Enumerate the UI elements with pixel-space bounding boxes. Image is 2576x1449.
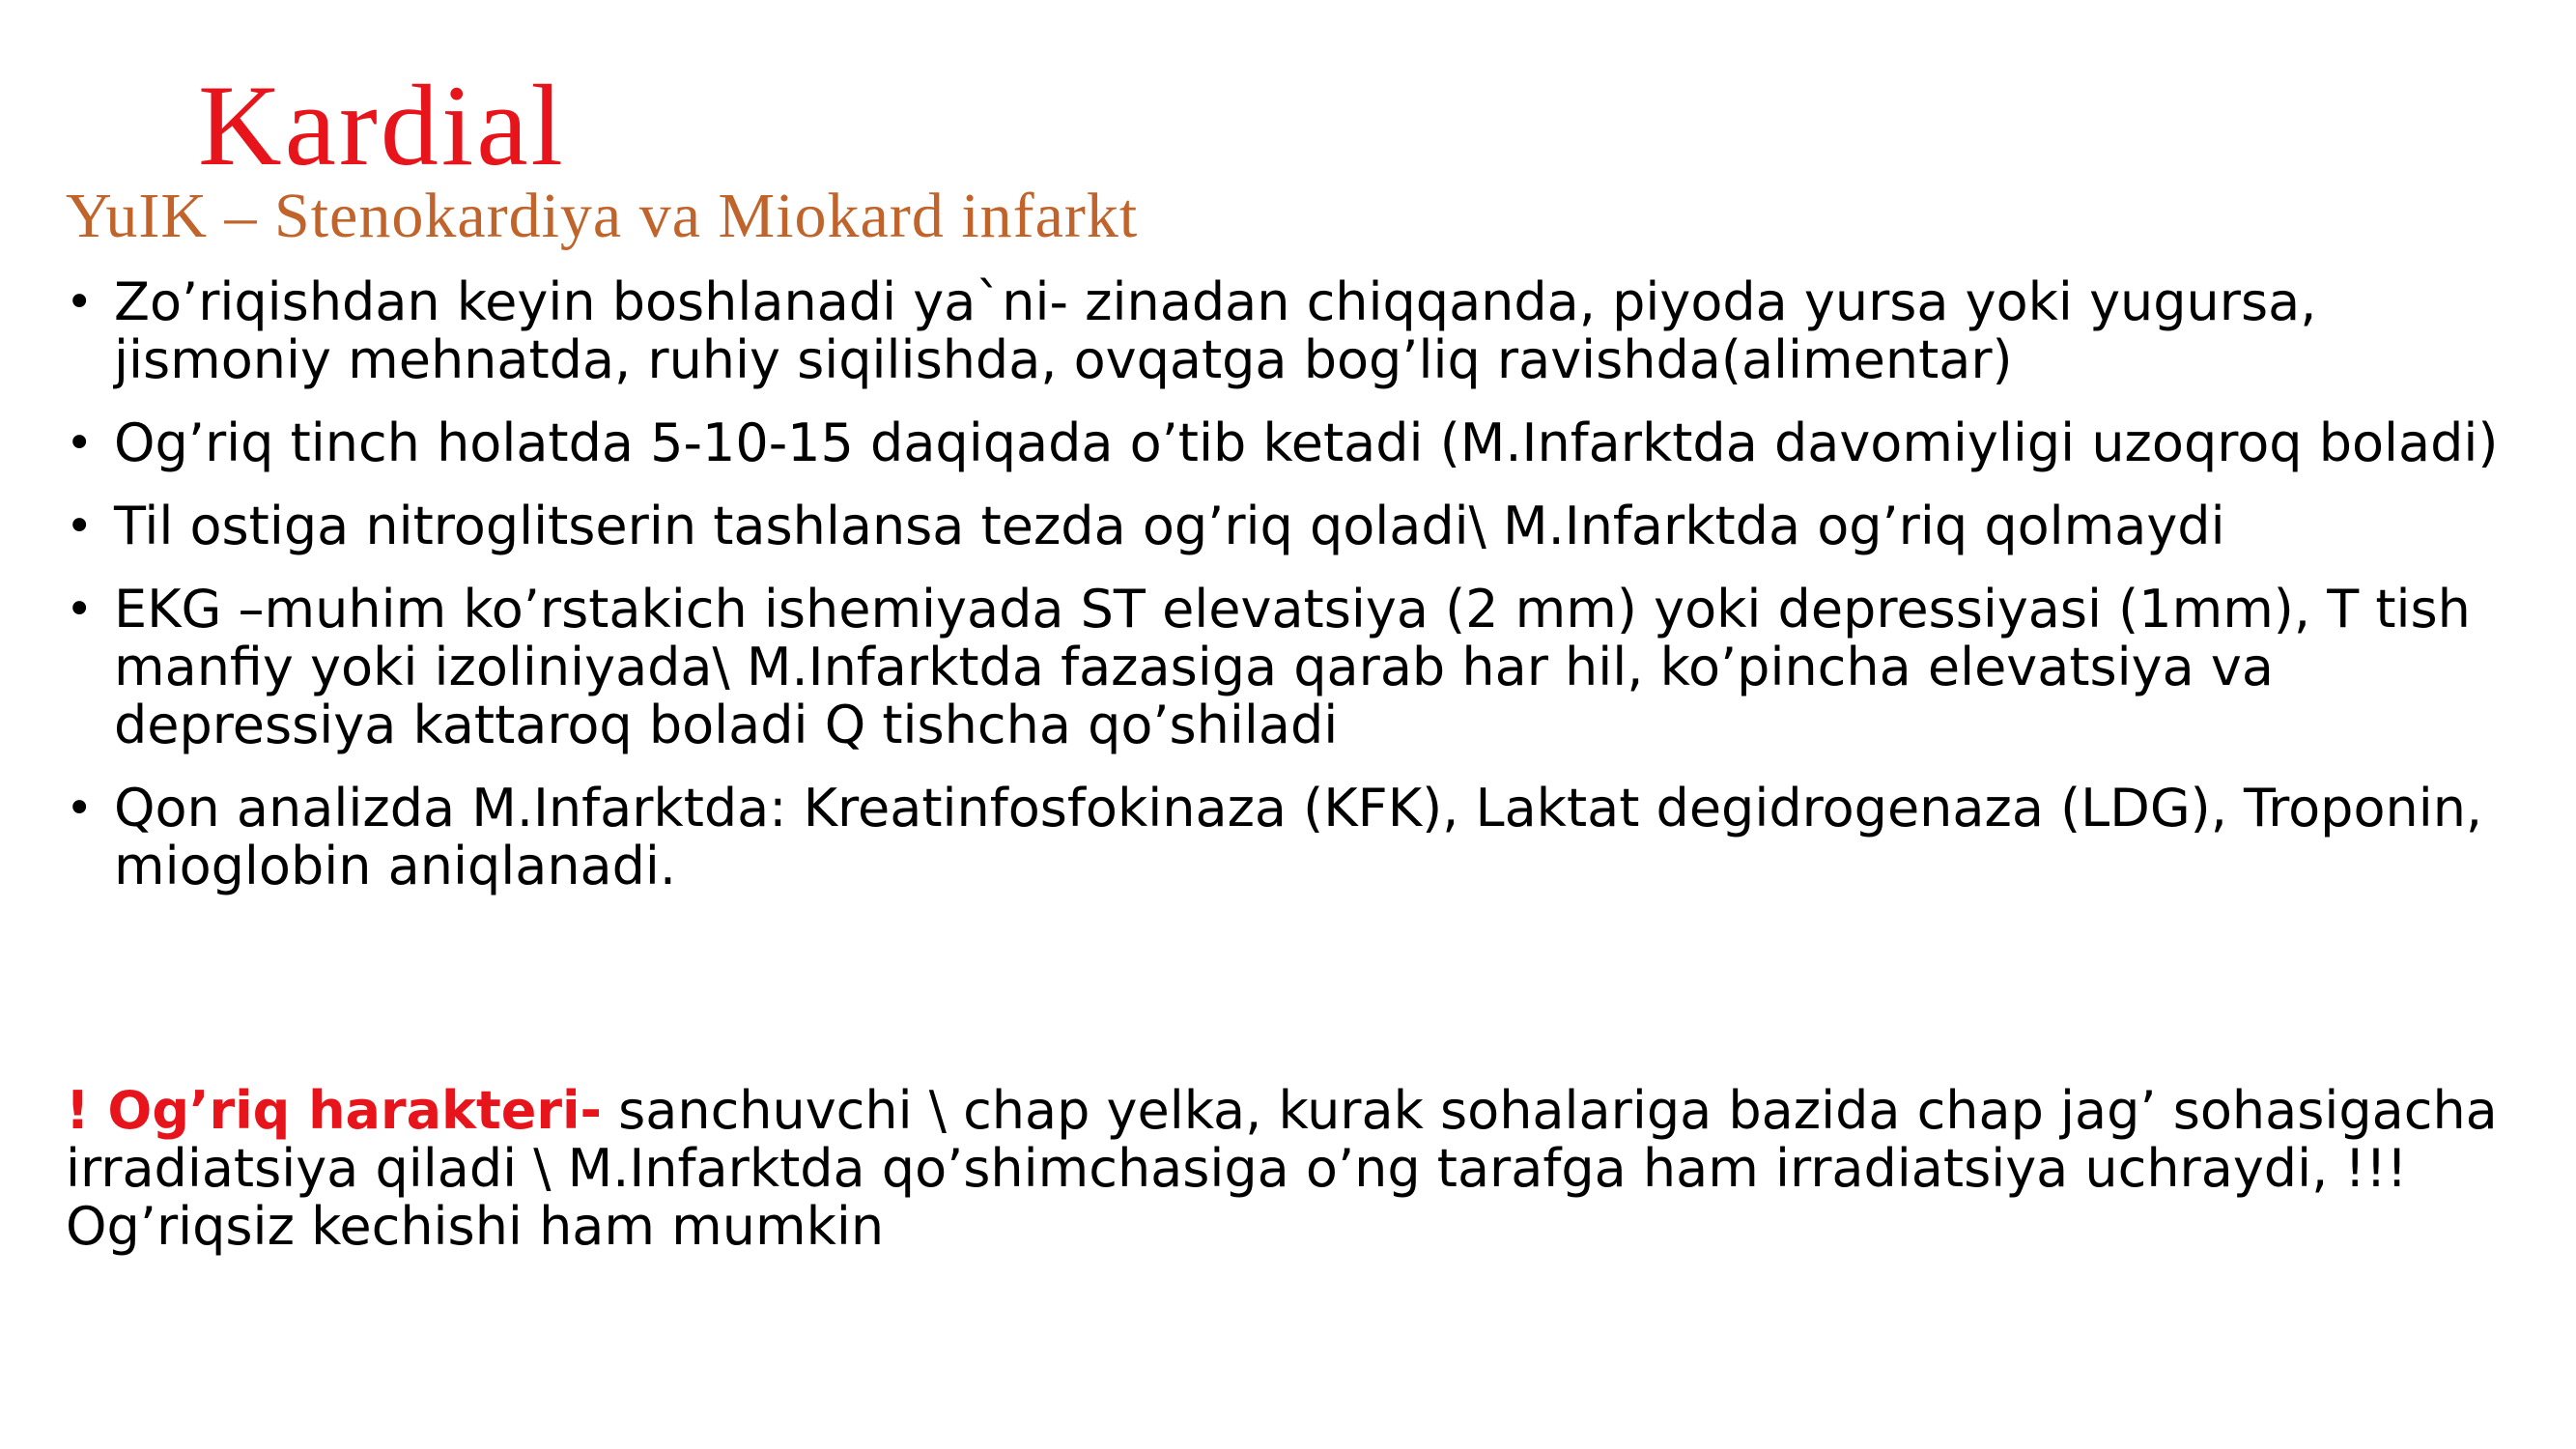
note-text: sanchuvchi \ chap yelka, kurak sohalariga bazida chap jag’ sohasigacha irradiatsiya qiladi \ M.Infarktda qo’shimchasiga o’ng tarafga ham irradiatsiya uchraydi, !!! Og’riqsiz kechishi ham mumkin bbox=[66, 1080, 2498, 1257]
bullet-text: Qon analizda M.Infarktda: Kreatinfosfokinaza (KFK), Laktat degidrogenaza (LDG), Troponin, mioglobin aniqlanadi. bbox=[114, 778, 2483, 896]
bullet-dot-icon: • bbox=[66, 416, 94, 470]
slide-subtitle: YuIK – Stenokardiya va Miokard infarkt bbox=[66, 181, 1139, 251]
note-lead: ! Og’riq harakteri- bbox=[66, 1080, 602, 1141]
bullet-item bbox=[66, 414, 2538, 472]
bullet-item bbox=[66, 780, 2538, 895]
bullet-text: Zo’riqishdan keyin boshlanadi ya`ni- zinadan chiqqanda, piyoda yursa yoki yugursa, jismoniy mehnatda, ruhiy siqilishda, ovqatga bog’liq ravishda(alimentar) bbox=[114, 271, 2317, 390]
slide-title: Kardial bbox=[198, 61, 566, 189]
bullet-item bbox=[66, 273, 2538, 389]
bullet-item bbox=[66, 581, 2538, 754]
bullet-dot-icon: • bbox=[66, 499, 94, 554]
bullet-text: EKG –muhim ko’rstakich ishemiyada ST elevatsiya (2 mm) yoki depressiyasi (1mm), T tish manfiy yoki izoliniyada\ M.Infarktda fazasiga qarab har hil, ko’pincha elevatsiya va depressiya kattaroq boladi Q tishcha qo’shiladi bbox=[114, 579, 2471, 755]
bullet-dot-icon: • bbox=[66, 275, 94, 329]
bullet-dot-icon: • bbox=[66, 781, 94, 836]
bullet-text: Til ostiga nitroglitserin tashlansa tezda og’riq qoladi\ M.Infarktda og’riq qolmaydi bbox=[114, 496, 2225, 556]
bullet-list bbox=[66, 273, 2538, 921]
bullet-item bbox=[66, 497, 2538, 555]
pain-character-note bbox=[66, 1082, 2538, 1256]
bullet-dot-icon: • bbox=[66, 582, 94, 637]
bullet-text: Og’riq tinch holatda 5-10-15 daqiqada o’tib ketadi (M.Infarktda davomiyligi uzoqroq boladi) bbox=[114, 412, 2499, 473]
